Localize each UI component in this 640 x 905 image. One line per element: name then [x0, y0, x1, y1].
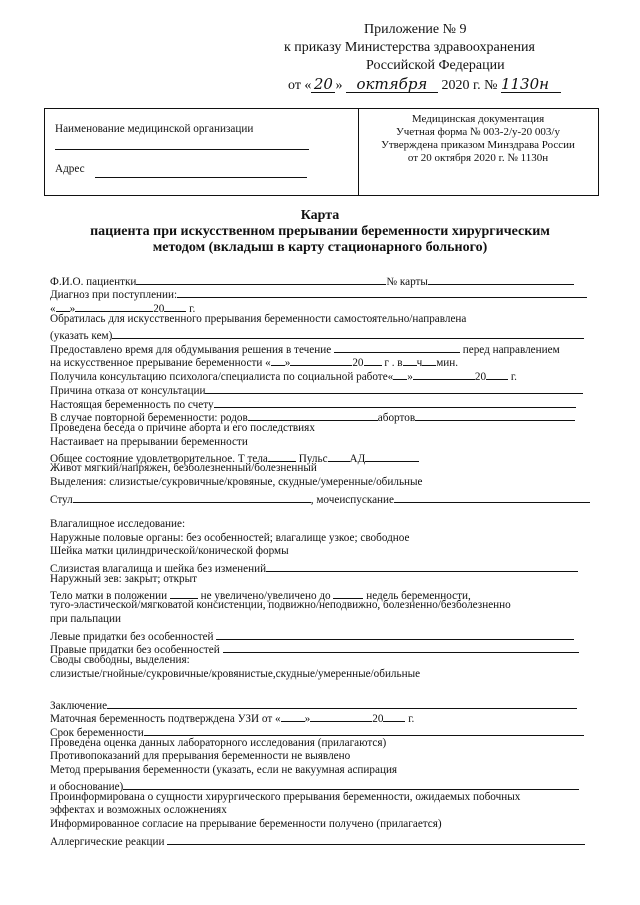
row-cervix: Шейка матки цилиндрической/конической формы — [50, 545, 289, 557]
row-uterus-3: при пальпации — [50, 613, 122, 625]
date-century: 20 — [153, 303, 165, 315]
consult-century: 20 — [474, 371, 487, 383]
time-label: Предоставлено время для обдумывания решения в течение — [50, 344, 332, 356]
row-insists: Настаивает на прерывании беременности — [50, 436, 248, 448]
allergy-field[interactable] — [167, 832, 585, 845]
row-allergy — [50, 832, 585, 849]
approved-by: Утверждена приказом Минздрава России — [381, 139, 575, 151]
date-month-field[interactable] — [75, 299, 153, 312]
mucosa-label: Слизистая влагалища и шейка без изменений — [50, 563, 267, 575]
org-name-line — [55, 149, 309, 150]
us-close-quote: » — [304, 713, 311, 725]
abortions-field[interactable] — [415, 408, 575, 421]
row-applied: Обратилась для искусственного прерывания беременности самостоятельно/направлена — [50, 313, 467, 325]
row-informed: Проинформирована о сущности хирургического прерывания беременности, ожидаемых побочных — [50, 791, 521, 803]
uterus-position-field[interactable] — [170, 586, 198, 599]
us-label: Маточная беременность подтверждена УЗИ от « — [50, 713, 281, 725]
form-number: Учетная форма № 003-2/у-20 003/у — [395, 126, 560, 138]
consult-label: Получила консультацию психолога/специалиста по социальной работе« — [50, 371, 394, 383]
row-abdomen: Живот мягкий/напряжен, безболезненный/болезненный — [50, 462, 317, 474]
term-label: Срок беременности — [50, 727, 144, 739]
allergy-label: Аллергические реакции — [50, 836, 165, 848]
refusal-label: Причина отказа от консультации — [50, 385, 206, 397]
card-title: Карта — [300, 208, 340, 223]
time-century: 20 — [352, 357, 364, 369]
consult-g: г. — [510, 371, 517, 383]
uterus-weeks-label: недель беременности, — [366, 590, 471, 602]
time-h: ч — [416, 357, 423, 369]
address-label: Адрес — [55, 163, 85, 175]
time-year-field[interactable] — [364, 353, 382, 366]
time-min-field[interactable] — [422, 353, 436, 366]
consult-month-field[interactable] — [413, 367, 475, 380]
us-g: г. — [408, 713, 415, 725]
row-method: Метод прерывания беременности (указать, если не вакуумная аспирация — [50, 764, 398, 776]
address-line — [95, 177, 307, 178]
term-field[interactable] — [144, 723, 584, 736]
diagnosis-field[interactable] — [177, 285, 587, 298]
header-order: к приказу Министерства здравоохранения — [284, 40, 535, 55]
card-subtitle-2: методом (вкладыш в карту стационарного больного) — [152, 240, 488, 255]
current-label: Настоящая беременность по счету — [50, 399, 214, 411]
card-no-label: № карты — [386, 276, 428, 288]
conclusion-label: Заключение — [50, 700, 108, 712]
mucosa-field[interactable] — [266, 559, 578, 572]
bp-field[interactable] — [365, 449, 419, 462]
right-adnexa-label: Правые придатки без особенностей — [50, 644, 220, 656]
header-from: от « — [288, 78, 312, 93]
method-field[interactable] — [123, 777, 579, 790]
us-century: 20 — [372, 713, 384, 725]
conclusion-field[interactable] — [107, 696, 577, 709]
current-field[interactable] — [214, 395, 576, 408]
row-discharge: Выделения: слизистые/сукровичные/кровяные, скудные/умеренные/обильные — [50, 476, 423, 488]
urination-field[interactable] — [394, 490, 590, 503]
date-close-quote: » — [69, 303, 76, 315]
date-day-field[interactable] — [56, 299, 70, 312]
right-adnexa-field[interactable] — [223, 640, 579, 653]
row-contra: Противопоказаний для прерывания беременности не выявлено — [50, 750, 351, 762]
date-g: г. — [189, 303, 196, 315]
time-month-field[interactable] — [290, 353, 352, 366]
doc-type: Медицинская документация — [411, 113, 545, 125]
header-month: октября — [346, 76, 438, 93]
time-close-quote: » — [284, 357, 291, 369]
card-subtitle-1: пациента при искусственном прерывании беременности хирургическим — [90, 224, 550, 239]
row-lab: Проведена оценка данных лабораторного исследования (прилагаются) — [50, 737, 387, 749]
row-consent: Информированное согласие на прерывание беременности получено (прилагается) — [50, 818, 442, 830]
time-field[interactable] — [334, 340, 460, 353]
bp-label: АД — [349, 453, 366, 465]
row-stool — [50, 490, 590, 507]
time-min: мин. — [436, 357, 459, 369]
row-talk: Проведена беседа о причине аборта и его последствиях — [50, 422, 315, 434]
approval-date: от 20 октября 2020 г. № 1130н — [407, 152, 549, 164]
fio-field[interactable] — [136, 272, 386, 285]
row-vaginal: Влагалищное исследование: — [50, 518, 186, 530]
fio-label: Ф.И.О. пациентки — [50, 276, 137, 288]
births-field[interactable] — [248, 408, 378, 421]
left-adnexa-label: Левые придатки без особенностей — [50, 631, 214, 643]
header-federation: Российской Федерации — [366, 58, 505, 73]
left-adnexa-field[interactable] — [216, 627, 574, 640]
us-month-field[interactable] — [310, 709, 372, 722]
repeat-births-label: В случае повторной беременности: родов — [50, 412, 248, 424]
temp-field[interactable] — [268, 449, 296, 462]
row-informed-2: эффектах и возможных осложнениях — [50, 804, 227, 816]
stool-label: Стул — [50, 494, 73, 506]
time-day-field[interactable] — [271, 353, 285, 366]
header-appendix: Приложение № 9 — [364, 22, 467, 37]
header-date-line — [288, 76, 561, 94]
pulse-field[interactable] — [328, 449, 350, 462]
us-year-field[interactable] — [383, 709, 405, 722]
time-referral-label: перед направлением — [462, 344, 560, 356]
by-whom-label: (указать кем) — [50, 330, 113, 342]
time-hour-field[interactable] — [403, 353, 417, 366]
header-number: 1130н — [501, 76, 561, 93]
time-at: г . в — [384, 357, 403, 369]
header-year: 2020 г. № — [441, 78, 498, 93]
header-close-quote: » — [335, 78, 343, 93]
row-external: Наружные половые органы: без особенностей; влагалище узкое; свободное — [50, 532, 410, 544]
org-box — [44, 108, 599, 196]
us-day-field[interactable] — [281, 709, 305, 722]
diagnosis-label: Диагноз при поступлении: — [50, 289, 178, 301]
uterus-weeks-field[interactable] — [333, 586, 363, 599]
time-date-label: на искусственное прерывание беременности « — [50, 357, 271, 369]
consult-close-quote: » — [407, 371, 413, 383]
card-no-field[interactable] — [428, 272, 574, 285]
uterus-size-label: не увеличено/увеличено до — [200, 590, 331, 602]
header-day: 20 — [311, 76, 335, 93]
uterus-position-label: Тело матки в положении — [50, 590, 168, 602]
repeat-abortions-label: абортов — [377, 412, 416, 424]
date-open-quote: « — [50, 303, 56, 315]
urination-label: , мочеиспускание — [310, 494, 394, 506]
pulse-label: Пульс — [298, 453, 328, 465]
org-name-label: Наименование медицинской организации — [55, 123, 254, 135]
refusal-field[interactable] — [205, 381, 583, 394]
row-os: Наружный зев: закрыт; открыт — [50, 573, 198, 585]
consult-day-field[interactable] — [393, 367, 407, 380]
date-year-field[interactable] — [164, 299, 186, 312]
row-fornices-2: слизистые/гнойные/сукровичные/кровянистые,скудные/умеренные/обильные — [50, 668, 421, 680]
consult-year-field[interactable] — [486, 367, 508, 380]
row-uterus-2: туго-эластической/мягковатой консистенции, подвижно/неподвижно, болезненно/безболезненно — [50, 599, 511, 611]
method-rationale-label: и обоснование) — [50, 781, 124, 793]
row-fornices: Своды свободны, выделения: — [50, 654, 190, 666]
temp-label: Общее состояние удовлетворительное. Т тела — [50, 453, 268, 465]
stool-field[interactable] — [73, 490, 311, 503]
by-whom-field[interactable] — [112, 326, 584, 339]
